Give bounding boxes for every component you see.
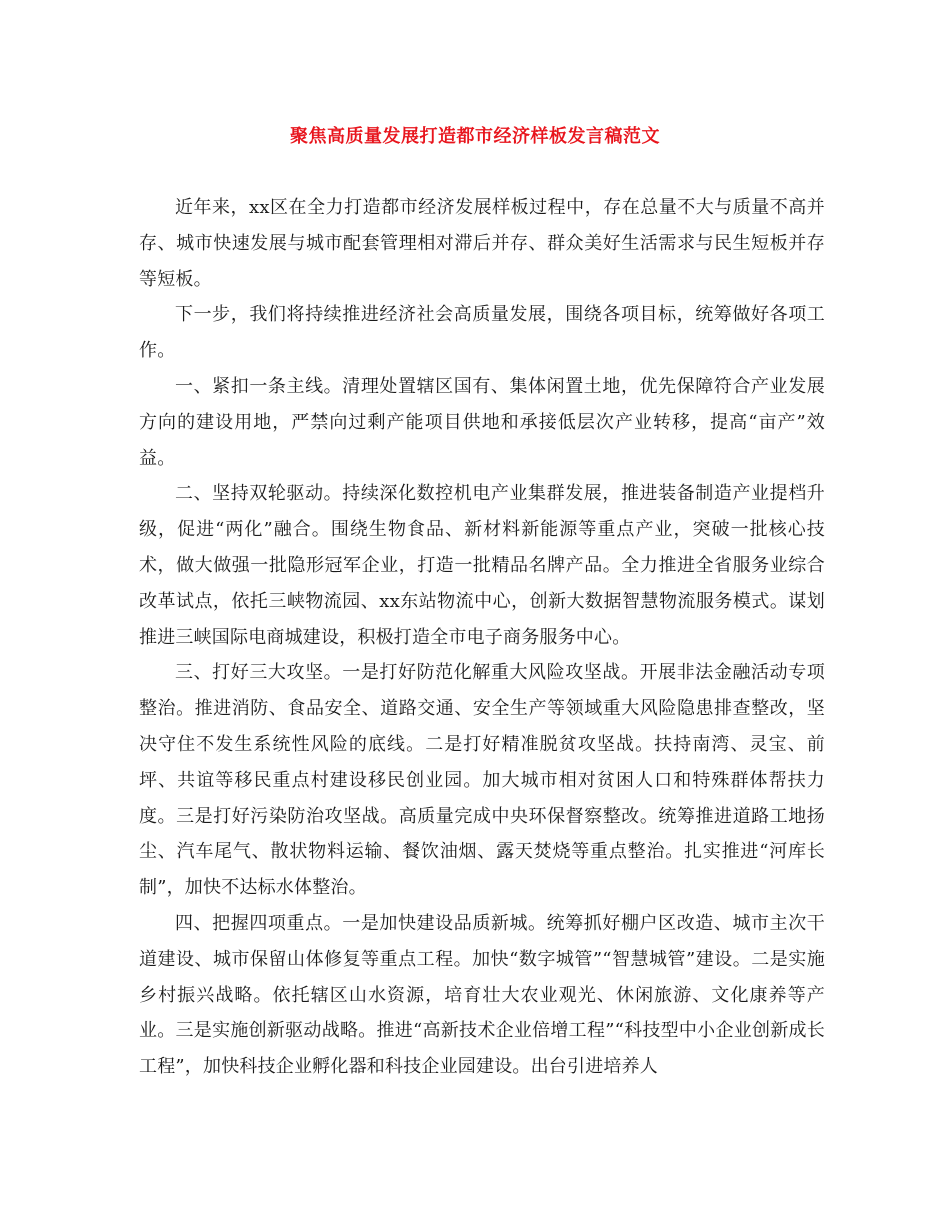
paragraph-dual-drive: 二、坚持双轮驱动。持续深化数控机电产业集群发展，推进装备制造产业提档升级，促进“两化”融合。围绕生物食品、新材料新能源等重点产业，突破一批核心技术，做大做强一批隐形冠军企业，打造一批精品名牌产品。全力推进全省服务业综合改革试点，依托三峡物流园、xx东站物流中心，创新大数据智慧物流服务模式。谋划推进三峡国际电商城建设，积极打造全市电子商务服务中心。 [139,483,825,648]
paragraph-three-battles: 三、打好三大攻坚。一是打好防范化解重大风险攻坚战。开展非法金融活动专项整治。推进消防、食品安全、道路交通、安全生产等领域重大风险隐患排查整改，坚决守住不发生系统性风险的底线。二是打好精准脱贫攻坚战。扶持南湾、灵宝、前坪、共谊等移民重点村建设移民创业园。加大城市相对贫困人口和特殊群体帮扶力度。三是打好污染防治攻坚战。高质量完成中央环保督察整改。统筹推进道路工地扬尘、汽车尾气、散状物料运输、餐饮油烟、露天焚烧等重点整治。扎实推进“河库长制”，加快不达标水体整治。 [139,662,825,899]
paragraph-main-line: 一、紧扣一条主线。清理处置辖区国有、集体闲置土地，优先保障符合产业发展方向的建设用地，严禁向过剩产能项目供地和承接低层次产业转移，提高“亩产”效益。 [139,375,825,469]
paragraph-four-priorities: 四、把握四项重点。一是加快建设品质新城。统筹抓好棚户区改造、城市主次干道建设、城市保留山体修复等重点工程。加快“数字城管”“智慧城管”建设。二是实施乡村振兴战略。依托辖区山水资源，培育壮大农业观光、休闲旅游、文化康养等产业。三是实施创新驱动战略。推进“高新技术企业倍增工程”“科技型中小企业创新成长工程”，加快科技企业孵化器和科技企业园建设。出台引进培养人 [139,912,825,1078]
paragraph-intro: 近年来，xx区在全力打造都市经济发展样板过程中，存在总量不大与质量不高并存、城市快速发展与城市配套管理相对滞后并存、群众美好生活需求与民生短板并存等短板。 [139,197,825,290]
paragraph-next-step: 下一步，我们将持续推进经济社会高质量发展，围绕各项目标，统筹做好各项工作。 [139,304,825,362]
document-title: 聚焦高质量发展打造都市经济样板发言稿范文 [290,126,660,147]
document-body [139,190,825,1085]
